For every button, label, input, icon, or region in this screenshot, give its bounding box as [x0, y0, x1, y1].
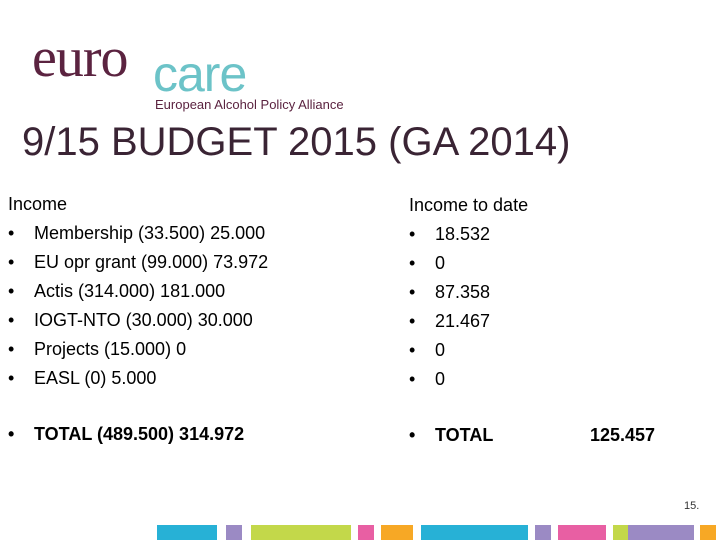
footer-color-bars: [0, 525, 720, 540]
income-to-date-item: • 0: [409, 365, 528, 394]
footer-bar-pink: [558, 525, 606, 540]
income-to-date-item: • 87.358: [409, 278, 528, 307]
income-to-date-list: [409, 220, 528, 394]
income-to-date-item: • 0: [409, 336, 528, 365]
logo-word-euro: euro: [32, 27, 128, 89]
income-to-date-total-value: 125.457: [590, 425, 656, 445]
income-to-date-total-label: TOTAL: [435, 425, 494, 445]
income-to-date-item: • 21.467: [409, 307, 528, 336]
footer-bar-pink: [358, 525, 374, 540]
footer-bar-teal: [157, 525, 217, 540]
income-list: [8, 219, 268, 393]
income-total-text: TOTAL (489.500) 314.972: [34, 424, 245, 444]
income-item-projects: • Projects (15.000) 0: [8, 335, 268, 364]
income-item-membership: • Membership (33.500) 25.000: [8, 219, 268, 248]
income-item-actis: • Actis (314.000) 181.000: [8, 277, 268, 306]
footer-bar-lime: [251, 525, 351, 540]
footer-bar-purple: [226, 525, 242, 540]
eurocare-logo: [32, 27, 372, 115]
income-to-date-column: [409, 191, 528, 394]
income-to-date-item: • 18.532: [409, 220, 528, 249]
footer-bar-purple: [535, 525, 551, 540]
footer-bar-lime: [613, 525, 628, 540]
logo-word-care: care: [153, 46, 247, 102]
income-total: [8, 424, 244, 445]
income-heading: Income: [8, 194, 68, 214]
footer-bar-teal: [421, 525, 528, 540]
income-to-date-total: [409, 425, 493, 446]
income-to-date-item: • 0: [409, 249, 528, 278]
bullet-glyph: •: [8, 424, 15, 444]
footer-bar-orange: [700, 525, 716, 540]
footer-bar-orange: [381, 525, 413, 540]
bullet-glyph: •: [409, 425, 416, 445]
income-item-easl: • EASL (0) 5.000: [8, 364, 268, 393]
income-to-date-heading: Income to date: [409, 195, 529, 215]
logo-tagline: European Alcohol Policy Alliance: [155, 97, 344, 112]
income-item-iogt-nto: • IOGT-NTO (30.000) 30.000: [8, 306, 268, 335]
slide-title: 9/15 BUDGET 2015 (GA 2014): [22, 120, 571, 164]
footer-bar-purple: [628, 525, 694, 540]
slide-number: 15.: [684, 500, 700, 512]
income-item-eu-grant: • EU opr grant (99.000) 73.972: [8, 248, 268, 277]
income-column: [8, 190, 268, 393]
